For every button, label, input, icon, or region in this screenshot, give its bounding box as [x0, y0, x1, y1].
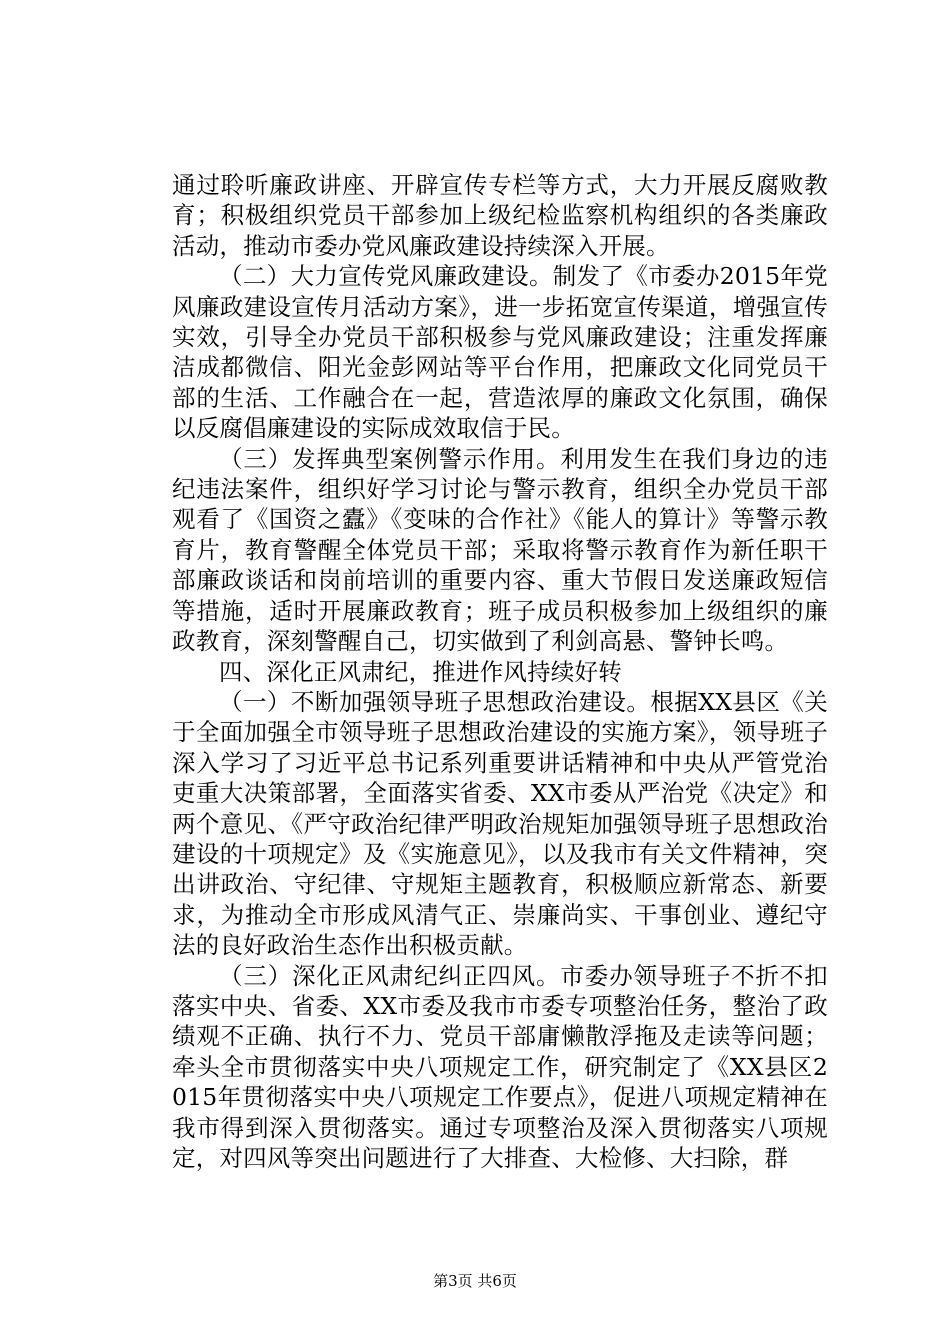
- paragraph-4: （一）不断加强领导班子思想政治建设。根据XX县区《关于全面加强全市领导班子思想政治建设的实施方案》，领导班子深入学习了习近平总书记系列重要讲话精神和中央从严管党治吏重大决策部署，全面落实省委、XX市委从严治党《决定》和两个意见、《严守政治纪律严明政治规矩加强领导班子思想政治建设的十项规定》及《实施意见》，以及我市有关文件精神，突出讲政治、守纪律、守规矩主题教育，积极顺应新常态、新要求，为推动全市形成风清气正、崇廉尚实、干事创业、遵纪守法的良好政治生态作出积极贡献。: [172, 687, 828, 960]
- page-number-footer: 第3页 共6页: [433, 1272, 517, 1290]
- paragraph-2: （二）大力宣传党风廉政建设。制发了《市委办2015年党风廉政建设宣传月活动方案》，进一步拓宽宣传渠道，增强宣传实效，引导全办党员干部积极参与党风廉政建设；注重发挥廉洁成都微信、阳光金彭网站等平台作用，把廉政文化同党员干部的生活、工作融合在一起，营造浓厚的廉政文化氛围，确保以反腐倡廉建设的实际成效取信于民。: [172, 262, 828, 443]
- paragraph-3: （三）发挥典型案例警示作用。利用发生在我们身边的违纪违法案件，组织好学习讨论与警示教育，组织全办党员干部观看了《国资之蠹》《变味的合作社》《能人的算计》等警示教育片，教育警醒全体党员干部；采取将警示教育作为新任职干部廉政谈话和岗前培训的重要内容、重大节假日发送廉政短信等措施，适时开展廉政教育；班子成员积极参加上级组织的廉政教育，深刻警醒自己，切实做到了利剑高悬、警钟长鸣。: [172, 444, 828, 656]
- paragraph-1: 通过聆听廉政讲座、开辟宣传专栏等方式，大力开展反腐败教育；积极组织党员干部参加上级纪检监察机构组织的各类廉政活动，推动市委办党风廉政建设持续深入开展。: [172, 171, 828, 260]
- document-body: [172, 170, 828, 1173]
- paragraph-5: （三）深化正风肃纪纠正四风。市委办领导班子不折不扣落实中央、省委、XX市委及我市市委专项整治任务，整治了政绩观不正确、执行不力、党员干部庸懒散浮拖及走读等问题；牵头全市贯彻落实中央八项规定工作，研究制定了《XX县区2015年贯彻落实中央八项规定工作要点》，促进八项规定精神在我市得到深入贯彻落实。通过专项整治及深入贯彻落实八项规定，对四风等突出问题进行了大排查、大检修、大扫除，群: [172, 961, 828, 1172]
- section-heading: 四、深化正风肃纪，推进作风持续好转: [219, 657, 622, 686]
